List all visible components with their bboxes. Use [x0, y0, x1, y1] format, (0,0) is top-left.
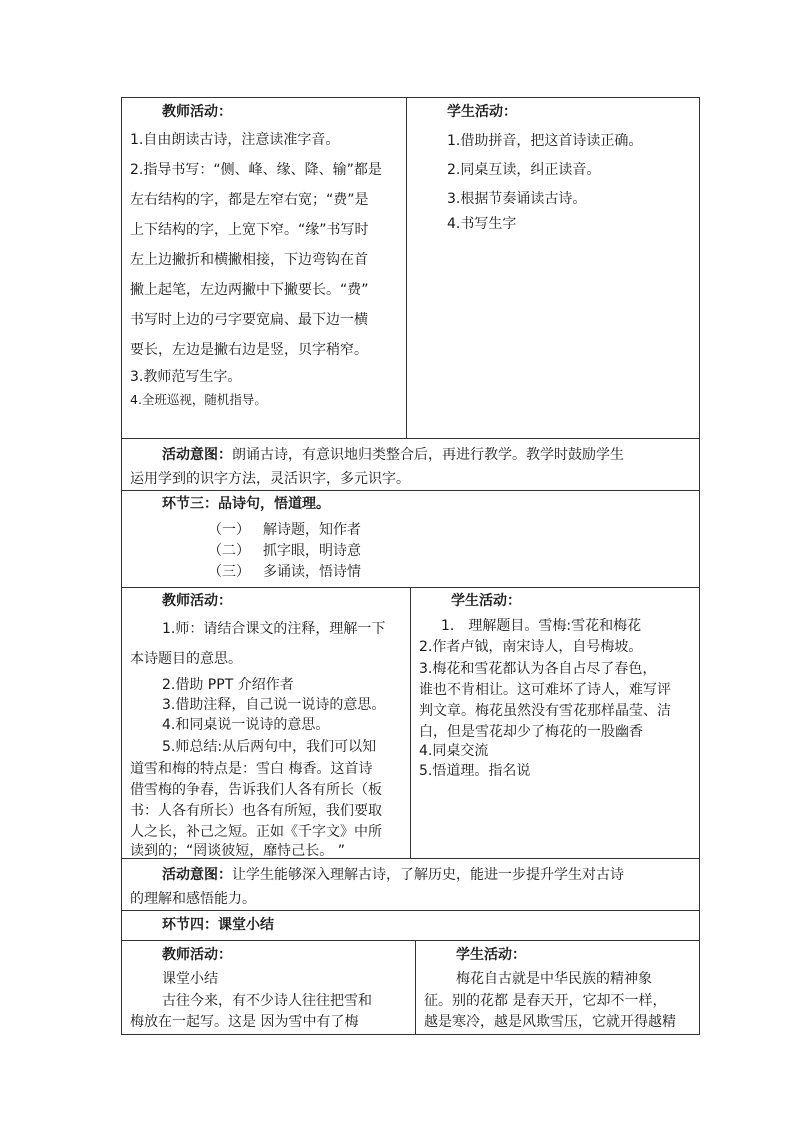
- teacher-activity-heading: 教师活动：: [162, 947, 232, 963]
- student-line: 白，但是雪花却少了梅花的一股幽香: [419, 724, 643, 740]
- intent-text: 让学生能够深入理解古诗，了解历史，能进一步提升学生对古诗: [232, 867, 624, 883]
- student-line: 2.作者卢钺，南宋诗人，自号梅坡。: [419, 639, 643, 655]
- item-number: （一）: [208, 522, 250, 538]
- intent2-row: [122, 859, 699, 911]
- section1-teacher-cell: [122, 98, 407, 438]
- teacher-line: 人之长，补己之短。正如《千字文》中所: [130, 824, 382, 840]
- student-line: 4.同桌交流: [419, 743, 489, 759]
- teacher-line: 4.和同桌说一说诗的意思。: [162, 717, 330, 733]
- teacher-line: 3.教师范写生字。: [130, 369, 242, 385]
- student-line: 征。别的花都 是春天开，它却不一样，: [424, 993, 667, 1009]
- stage3-item: [208, 519, 361, 539]
- student-line: 1.借助拼音，把这首诗读正确。: [447, 133, 643, 149]
- teacher-line: 5.师总结:从后两句中，我们可以知: [162, 739, 377, 755]
- teacher-line: 1.师：请结合课文的注释，理解一下: [162, 621, 386, 637]
- section1-student-cell: [407, 98, 699, 438]
- item-text: 抓字眼，明诗意: [263, 543, 361, 559]
- stage3-title: 环节三：品诗句，悟道理。: [162, 496, 330, 512]
- section2-student-cell: [411, 588, 699, 858]
- student-line: 1． 理解题目。雪梅:雪花和梅花: [441, 618, 642, 634]
- section3-row: [122, 941, 699, 1035]
- teacher-line: 2.借助 PPT 介绍作者: [162, 677, 294, 693]
- student-activity-heading: 学生活动：: [456, 947, 526, 963]
- student-line: 2.同桌互读，纠正读音。: [447, 162, 601, 178]
- lesson-plan-table: [121, 97, 700, 1035]
- teacher-line: 道雪和梅的特点是：雪白 梅香。这首诗: [130, 761, 373, 777]
- teacher-line: 1.自由朗读古诗，注意读准字音。: [130, 132, 340, 148]
- intent-label: 活动意图：: [162, 867, 232, 883]
- section1-row: [122, 98, 699, 439]
- teacher-line: 左右结构的字，都是左窄右宽；“费”是: [130, 192, 369, 208]
- teacher-line: 书：人各有所长）也各有所短，我们要取: [130, 803, 382, 819]
- stage3-item: [208, 540, 361, 560]
- section3-teacher-cell: [122, 941, 416, 1035]
- teacher-line: 借雪梅的争春，告诉我们人各有所长（板: [130, 782, 382, 798]
- teacher-line: 左上边撇折和横撇相接，下边弯钩在首: [130, 252, 368, 268]
- student-line: 3.梅花和雪花都认为各自占尽了春色，: [419, 661, 657, 677]
- intent-text: 朗诵古诗，有意识地归类整合后，再进行教学。教学时鼓励学生: [232, 447, 624, 463]
- intent1-line1: [162, 444, 624, 464]
- intent2-line1: [162, 864, 624, 884]
- intent-label: 活动意图：: [162, 447, 232, 463]
- stage3-item: [208, 561, 361, 581]
- item-text: 多诵读，悟诗情: [263, 564, 361, 580]
- intent2-line2: 的理解和感悟能力。: [130, 891, 256, 907]
- item-text: 解诗题，知作者: [263, 522, 361, 538]
- stage4-title: 环节四：课堂小结: [162, 917, 274, 933]
- student-line: 梅花自古就是中华民族的精神象: [456, 971, 652, 987]
- student-line: 谁也不肯相让。这可难坏了诗人，难写评: [419, 682, 671, 698]
- student-line: 判文章。梅花虽然没有雪花那样晶莹、洁: [419, 703, 671, 719]
- teacher-activity-heading: 教师活动：: [162, 593, 232, 609]
- intent1-line2: 运用学到的识字方法，灵活识字，多元识字。: [130, 471, 410, 487]
- stage3-row: [122, 491, 699, 588]
- teacher-line: 课堂小结: [162, 971, 218, 987]
- student-line: 3.根据节奏诵读古诗。: [447, 191, 587, 207]
- item-number: （二）: [208, 543, 250, 559]
- teacher-line: 撇上起笔，左边两撇中下撇要长。“费”: [130, 282, 369, 298]
- teacher-line: 3.借助注释，自己说一说诗的意思。: [162, 697, 386, 713]
- teacher-line: 要长，左边是撇右边是竖，贝字稍窄。: [130, 342, 368, 358]
- student-activity-heading: 学生活动：: [451, 593, 521, 609]
- student-line: 5.悟道理。指名说: [419, 763, 531, 779]
- teacher-line: 上下结构的字，上宽下窄。“缘”书写时: [130, 222, 369, 238]
- teacher-line: 梅放在一起写。这是 因为雪中有了梅: [130, 1014, 359, 1030]
- teacher-line: 读到的；“罔谈彼短，靡恃己长。 ”: [130, 843, 345, 858]
- section2-teacher-cell: [122, 588, 411, 858]
- student-activity-heading: 学生活动：: [447, 104, 517, 120]
- teacher-line: 本诗题目的意思。: [130, 651, 242, 667]
- section2-row: [122, 588, 699, 859]
- section3-student-cell: [416, 941, 699, 1035]
- teacher-line: 4.全班巡视，随机指导。: [130, 392, 267, 407]
- teacher-line: 古往今来，有不少诗人往往把雪和: [162, 993, 372, 1009]
- student-line: 4.书写生字: [447, 216, 517, 232]
- teacher-line: 2.指导书写：“侧、峰、缘、降、输”都是: [130, 162, 382, 178]
- item-number: （三）: [208, 564, 250, 580]
- intent1-row: [122, 439, 699, 491]
- teacher-line: 书写时上边的弓字要宽扁、最下边一横: [130, 312, 368, 328]
- stage4-row: [122, 911, 699, 941]
- teacher-activity-heading: 教师活动：: [162, 104, 232, 120]
- student-line: 越是寒冷，越是风欺雪压，它就开得越精: [424, 1014, 676, 1030]
